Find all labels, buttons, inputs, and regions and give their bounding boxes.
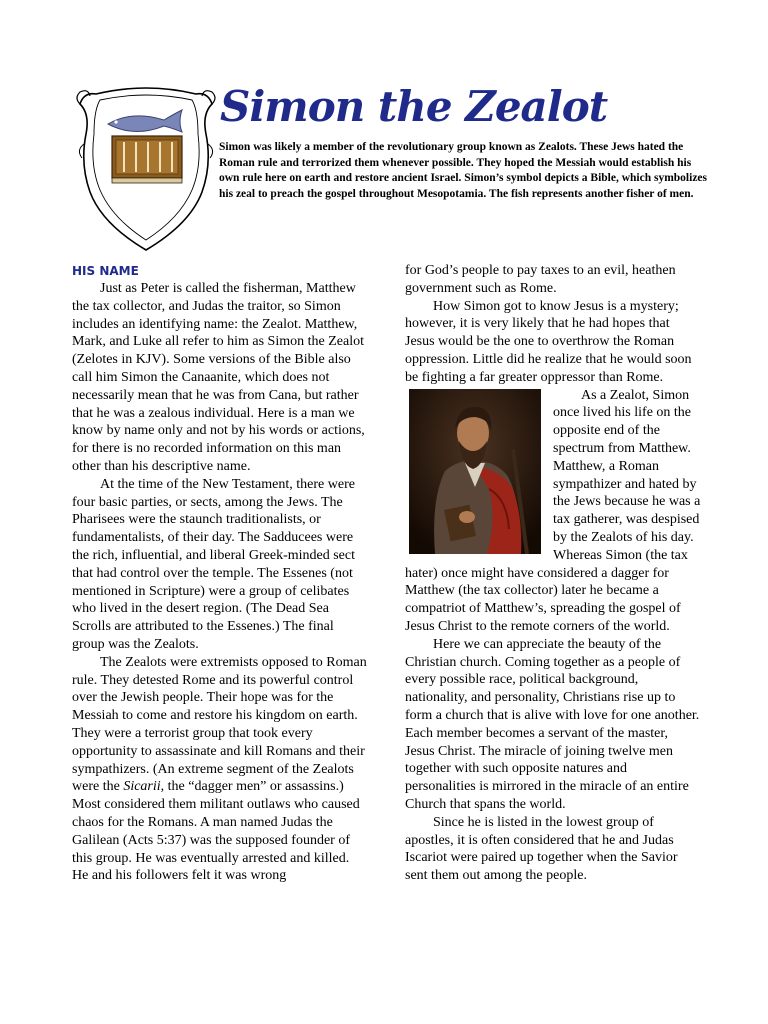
paragraph: Here we can appreciate the beauty of the Christian church. Coming together as a people of every possible race, political background, nationality, and personality, Christians rise up to form a church that is alive with love for one another. Each member becomes a servant of the master, Jesus Christ. The miracle of joining twelve men together with such opposite natures and personalities is mirrored in the miracle of an entire Church that spans the world.	[405, 636, 700, 812]
paragraph: At the time of the New Testament, there were four basic parties, or sects, among the Jews. The Pharisees were the staunch traditionalists, or fundamentalists, of their day. The Sadducees were the rich, influential, and liberal Greek-minded sect that had control over the temple. The Essenes (not mentioned in Scripture) were a group of celibates who lived in the desert region. (The Dead Sea Scrolls are attributed to the Essenes.) The final group was the Zealots.	[72, 476, 356, 652]
paragraph	[72, 654, 368, 885]
right-column	[405, 262, 701, 885]
intro-paragraph: Simon was likely a member of the revolutionary group known as Zealots. These Jews hated the Roman rule and terrorized them whenever possible. They hoped the Messiah would establish his own rule here on earth and restore ancient Israel. Simon’s symbol depicts a Bible, which symbolizes his zeal to preach the gospel throughout Mesopotamia. The fish represents another fisher of men.	[219, 141, 708, 200]
paragraph-text: The Zealots were extremists opposed to Roman rule. They detested Rome and its powerful control over the Jewish people. Their hope was for the Messiah to come and restore his kingdom on earth. They were a terrorist group that took every opportunity to assassinate and kill Romans and their sympathizers. (An extreme segment of the Zealots were the	[72, 654, 367, 795]
paragraph-text: , the “dagger men” or assassins.) Most considered them militant outlaws who caused chaos for the Romans. A man named Judas the Galilean (Acts 5:37) was the supposed founder of this group. He was eventually arrested and killed. He and his followers felt it was wrong	[72, 779, 360, 884]
page-title: Simon the Zealot	[220, 82, 608, 131]
paragraph: Just as Peter is called the fisherman, Matthew the tax collector, and Judas the traitor, so Simon includes an identifying name: the Zealot. Matthew, Mark, and Luke all refer to him as Simon the Zealot (Zelotes in KJV). Some versions of the Bible also call him Simon the Canaanite, which does not necessarily mean that he was from Cana, but rather that he was a zealous individual. Here is a man we know by name only and not by his words or actions, for there is no recorded information on this man other than his descriptive name.	[72, 281, 365, 474]
bible-icon	[112, 136, 182, 183]
paragraph: Since he is listed in the lowest group of apostles, it is often considered that he and Judas Iscariot were paired up together when the Savior sent them out among the people.	[405, 814, 678, 884]
shield-emblem	[74, 84, 218, 254]
left-column	[72, 262, 368, 885]
paragraph: As a Zealot, Simon once lived his life on the opposite end of the spectrum from Matthew. Matthew, a Roman sympathizer and hated by the Jews because he was a tax gatherer, was despised by the Zealots of his day. Whereas Simon (the tax hater) once might have considered a dagger for Matthew (the tax collector) later he became a compatriot of Matthew’s, spreading the gospel of Jesus Christ to the remote corners of the world.	[405, 387, 701, 634]
section-heading: HIS NAME	[72, 264, 139, 278]
paragraph: How Simon got to know Jesus is a mystery; however, it is very likely that he had hopes that Jesus would be the one to overthrow the Roman oppression. Little did he realize that he would soon be fighting a far greater oppressor than Rome.	[405, 298, 692, 385]
italic-term: Sicarii	[123, 779, 161, 795]
apostle-painting	[409, 389, 541, 554]
paragraph: for God’s people to pay taxes to an evil, heathen government such as Rome.	[405, 263, 676, 296]
